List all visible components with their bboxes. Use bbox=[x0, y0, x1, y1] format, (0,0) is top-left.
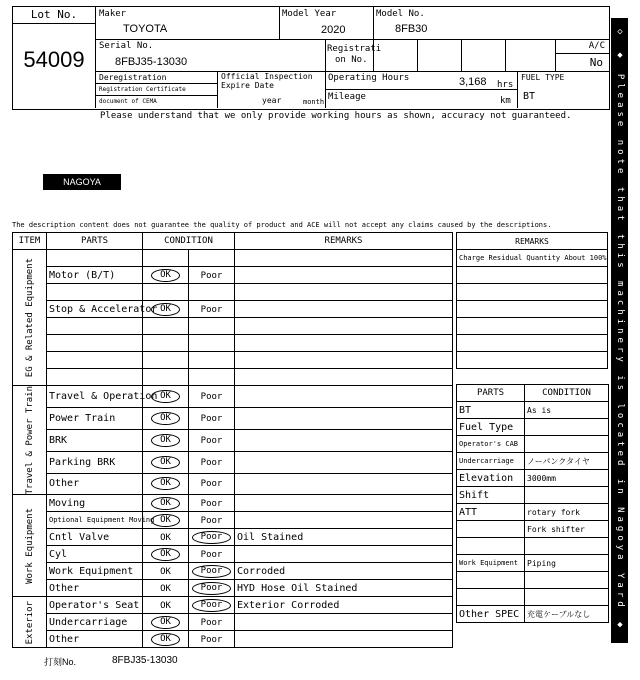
poor-cell bbox=[189, 284, 235, 301]
poor-marked: Poor bbox=[192, 599, 232, 612]
table-row bbox=[13, 369, 453, 386]
poor-cell bbox=[189, 386, 235, 408]
table-row bbox=[13, 597, 453, 614]
table-row bbox=[13, 284, 453, 301]
ok-cell bbox=[143, 495, 189, 512]
poor-cell bbox=[189, 563, 235, 580]
right-parts-header: PARTS bbox=[457, 385, 525, 402]
right-part-name: Undercarriage bbox=[457, 453, 525, 470]
right-part-condition: 3000mm bbox=[525, 470, 609, 487]
inspection-table bbox=[12, 232, 453, 648]
ok-marked: OK bbox=[151, 303, 180, 316]
right-parts-row bbox=[457, 470, 609, 487]
remark: Exterior Corroded bbox=[235, 597, 453, 614]
part-name bbox=[47, 318, 143, 335]
ac-label: A/C bbox=[555, 39, 609, 54]
registration-label-cell bbox=[325, 39, 382, 72]
ok-marked: OK bbox=[151, 548, 180, 561]
part-name: Undercarriage bbox=[47, 614, 143, 631]
right-parts-table bbox=[456, 384, 609, 623]
item-group-cell bbox=[13, 250, 47, 386]
ok-marked: OK bbox=[151, 412, 180, 425]
part-name: Cntl Valve bbox=[47, 529, 143, 546]
ok-option: OK bbox=[160, 566, 171, 577]
table-row bbox=[13, 267, 453, 284]
side-notice-text: ◇ ◆ Please note that this machinery is located in Nagoya Yard ◆ ◇ bbox=[598, 26, 625, 635]
ok-cell bbox=[143, 369, 189, 386]
mileage-unit: km bbox=[500, 96, 511, 106]
remark bbox=[235, 631, 453, 648]
fuel-value: BT bbox=[523, 91, 536, 102]
lot-box bbox=[13, 7, 96, 108]
right-parts-row bbox=[457, 538, 609, 555]
notice-text: Please understand that we only provide working hours as shown, accuracy not guaranteed. bbox=[100, 111, 572, 121]
right-remarks-blank-row bbox=[457, 352, 608, 369]
right-part-condition: Fork shifter bbox=[525, 521, 609, 538]
footer-value: 8FBJ35-13030 bbox=[112, 655, 178, 666]
poor-option: Poor bbox=[200, 270, 223, 281]
poor-option: Poor bbox=[200, 304, 223, 315]
poor-cell bbox=[189, 407, 235, 429]
remark bbox=[235, 318, 453, 335]
right-part-name: Work Equipment bbox=[457, 555, 525, 572]
parts-header: PARTS bbox=[47, 233, 143, 250]
poor-cell bbox=[189, 335, 235, 352]
part-name bbox=[47, 352, 143, 369]
right-parts-row bbox=[457, 606, 609, 623]
mileage-label: Mileage bbox=[328, 92, 366, 102]
right-remarks-table bbox=[456, 232, 608, 369]
part-name: Power Train bbox=[47, 407, 143, 429]
lot-label: Lot No. bbox=[13, 7, 95, 24]
ok-marked: OK bbox=[151, 633, 180, 646]
item-group-cell bbox=[13, 386, 47, 495]
registration-label-line2: on No. bbox=[335, 55, 368, 65]
poor-cell bbox=[189, 546, 235, 563]
table-row bbox=[13, 407, 453, 429]
inspection-label-line2: Expire Date bbox=[221, 81, 274, 90]
ok-cell bbox=[143, 631, 189, 648]
deregistration-divider-2 bbox=[95, 95, 217, 96]
remark bbox=[235, 267, 453, 284]
footer-label: 打刻No. bbox=[44, 657, 77, 667]
table-row bbox=[13, 631, 453, 648]
poor-cell bbox=[189, 529, 235, 546]
ok-cell bbox=[143, 335, 189, 352]
poor-option: Poor bbox=[200, 413, 223, 424]
table-row bbox=[13, 546, 453, 563]
right-part-name bbox=[457, 572, 525, 589]
model-year-label: Model Year bbox=[282, 9, 337, 19]
right-remarks-blank-row bbox=[457, 318, 608, 335]
right-parts-row bbox=[457, 436, 609, 453]
table-row bbox=[13, 512, 453, 529]
table-header-row bbox=[13, 233, 453, 250]
poor-cell bbox=[189, 614, 235, 631]
right-part-name: BT bbox=[457, 402, 525, 419]
part-name bbox=[47, 250, 143, 267]
item-group-label: Travel & Power Train bbox=[24, 386, 35, 495]
right-parts-row bbox=[457, 453, 609, 470]
remark bbox=[235, 250, 453, 267]
remark: Oil Stained bbox=[235, 529, 453, 546]
part-name bbox=[47, 284, 143, 301]
right-part-name: Fuel Type bbox=[457, 419, 525, 436]
deregistration-line2: Registration Certificate bbox=[99, 86, 186, 93]
right-part-name: ATT bbox=[457, 504, 525, 521]
remark bbox=[235, 301, 453, 318]
right-remarks-blank-row bbox=[457, 301, 608, 318]
right-part-name bbox=[457, 538, 525, 555]
poor-option: Poor bbox=[200, 617, 223, 628]
ac-value: No bbox=[589, 56, 603, 69]
right-parts-row bbox=[457, 487, 609, 504]
part-name: Other bbox=[47, 473, 143, 495]
poor-cell bbox=[189, 250, 235, 267]
poor-cell bbox=[189, 512, 235, 529]
fuel-cell bbox=[517, 71, 609, 108]
remark bbox=[235, 473, 453, 495]
right-part-condition bbox=[525, 538, 609, 555]
registration-box-2 bbox=[417, 39, 462, 72]
fuel-label: FUEL TYPE bbox=[521, 73, 565, 82]
remark bbox=[235, 335, 453, 352]
ok-cell bbox=[143, 250, 189, 267]
poor-cell bbox=[189, 369, 235, 386]
poor-option: Poor bbox=[200, 498, 223, 509]
ok-cell bbox=[143, 563, 189, 580]
part-name: Moving bbox=[47, 495, 143, 512]
model-no-cell bbox=[373, 7, 609, 40]
operating-cell bbox=[325, 71, 518, 108]
part-name: Motor (B/T) bbox=[47, 267, 143, 284]
right-part-name: Other SPEC bbox=[457, 606, 525, 623]
ok-cell bbox=[143, 580, 189, 597]
right-parts-row bbox=[457, 402, 609, 419]
model-no-value: 8FB30 bbox=[395, 23, 428, 35]
part-name: Other bbox=[47, 631, 143, 648]
poor-cell bbox=[189, 451, 235, 473]
inspection-label-line1: Official Inspection bbox=[221, 72, 313, 81]
remark: HYD Hose Oil Stained bbox=[235, 580, 453, 597]
item-header: ITEM bbox=[13, 233, 47, 250]
ok-option: OK bbox=[160, 600, 171, 611]
ok-marked: OK bbox=[151, 514, 180, 527]
ok-marked: OK bbox=[151, 616, 180, 629]
right-part-name bbox=[457, 521, 525, 538]
poor-cell bbox=[189, 495, 235, 512]
poor-option: Poor bbox=[200, 479, 223, 490]
right-part-condition: rotary fork bbox=[525, 504, 609, 521]
deregistration-line3: document of CEMA bbox=[99, 98, 157, 105]
poor-cell bbox=[189, 301, 235, 318]
right-remarks-blank-row bbox=[457, 284, 608, 301]
table-row bbox=[13, 529, 453, 546]
poor-option: Poor bbox=[200, 634, 223, 645]
model-year-cell bbox=[279, 7, 374, 40]
poor-option: Poor bbox=[200, 457, 223, 468]
ok-cell bbox=[143, 407, 189, 429]
poor-option: Poor bbox=[200, 435, 223, 446]
item-group-cell bbox=[13, 597, 47, 648]
maker-cell bbox=[95, 7, 280, 40]
deregistration-divider bbox=[95, 83, 217, 84]
maker-value: TOYOTA bbox=[123, 23, 168, 35]
ok-cell bbox=[143, 614, 189, 631]
registration-box-4 bbox=[505, 39, 556, 72]
right-part-condition: ノーパンクタイヤ bbox=[525, 453, 609, 470]
right-parts-row bbox=[457, 589, 609, 606]
remark: Corroded bbox=[235, 563, 453, 580]
right-remarks-blank-row bbox=[457, 335, 608, 352]
serial-cell bbox=[95, 39, 326, 72]
remark bbox=[235, 495, 453, 512]
inspection-year: year bbox=[262, 96, 282, 105]
poor-marked: Poor bbox=[192, 565, 232, 578]
poor-cell bbox=[189, 352, 235, 369]
ok-cell bbox=[143, 429, 189, 451]
ok-cell bbox=[143, 451, 189, 473]
ok-marked: OK bbox=[151, 434, 180, 447]
poor-marked: Poor bbox=[192, 582, 232, 595]
condition-header: CONDITION bbox=[143, 233, 235, 250]
table-row bbox=[13, 429, 453, 451]
table-row bbox=[13, 451, 453, 473]
right-remarks-line1: Charge Residual Quantity About 100% bbox=[457, 250, 608, 267]
part-name bbox=[47, 369, 143, 386]
part-name: BRK bbox=[47, 429, 143, 451]
ok-cell bbox=[143, 529, 189, 546]
right-part-name bbox=[457, 589, 525, 606]
inspection-month: month bbox=[303, 98, 325, 106]
part-name: Parking BRK bbox=[47, 451, 143, 473]
registration-label-line1: Registrati bbox=[327, 44, 382, 54]
right-part-condition bbox=[525, 436, 609, 453]
side-notice-bar bbox=[598, 18, 628, 643]
location-badge: NAGOYA bbox=[43, 174, 121, 190]
deregistration-label: Deregistration bbox=[99, 73, 167, 82]
registration-box-3 bbox=[461, 39, 506, 72]
operating-label: Operating Hours bbox=[328, 73, 410, 83]
part-name bbox=[47, 335, 143, 352]
right-part-condition bbox=[525, 589, 609, 606]
lot-number: 54009 bbox=[23, 47, 85, 72]
ok-cell bbox=[143, 352, 189, 369]
right-parts-row bbox=[457, 419, 609, 436]
right-parts-row bbox=[457, 572, 609, 589]
right-part-condition bbox=[525, 419, 609, 436]
ok-marked: OK bbox=[151, 456, 180, 469]
ok-marked: OK bbox=[151, 390, 180, 403]
table-row bbox=[13, 563, 453, 580]
right-part-condition bbox=[525, 487, 609, 504]
ok-cell bbox=[143, 284, 189, 301]
right-part-condition bbox=[525, 572, 609, 589]
item-group-label: EG & Related Equipment bbox=[24, 257, 35, 378]
remark bbox=[235, 512, 453, 529]
part-name: Optional Equipment Moving bbox=[47, 512, 143, 529]
remark bbox=[235, 614, 453, 631]
table-row bbox=[13, 473, 453, 495]
poor-marked: Poor bbox=[192, 531, 232, 544]
poor-cell bbox=[189, 473, 235, 495]
remark bbox=[235, 407, 453, 429]
inspection-cell bbox=[217, 71, 326, 108]
serial-value: 8FBJ35-13030 bbox=[115, 56, 188, 68]
table-row bbox=[13, 580, 453, 597]
disclaimer-text: The description content does not guarantee the quality of product and ACE will not accept any claims caused by the descriptions. bbox=[12, 221, 552, 229]
poor-option: Poor bbox=[200, 549, 223, 560]
operating-divider bbox=[325, 89, 517, 90]
right-part-condition: Piping bbox=[525, 555, 609, 572]
right-part-condition: 充電ケーブルなし bbox=[525, 606, 609, 623]
right-parts-row bbox=[457, 555, 609, 572]
table-row bbox=[13, 250, 453, 267]
table-row bbox=[13, 335, 453, 352]
poor-cell bbox=[189, 597, 235, 614]
remark bbox=[235, 369, 453, 386]
poor-option: Poor bbox=[200, 391, 223, 402]
poor-cell bbox=[189, 318, 235, 335]
right-parts-row bbox=[457, 521, 609, 538]
poor-option: Poor bbox=[200, 515, 223, 526]
poor-cell bbox=[189, 429, 235, 451]
model-year-value: 2020 bbox=[321, 24, 346, 36]
table-row bbox=[13, 495, 453, 512]
model-no-label: Model No. bbox=[376, 9, 425, 19]
right-remarks-blank-row bbox=[457, 267, 608, 284]
ok-marked: OK bbox=[151, 269, 180, 282]
remarks-header: REMARKS bbox=[235, 233, 453, 250]
item-group-cell bbox=[13, 495, 47, 597]
part-name: Operator's Seat bbox=[47, 597, 143, 614]
registration-box-1 bbox=[373, 39, 418, 72]
table-row bbox=[13, 352, 453, 369]
poor-cell bbox=[189, 631, 235, 648]
serial-label: Serial No. bbox=[99, 41, 154, 51]
ok-cell bbox=[143, 473, 189, 495]
ac-cell bbox=[555, 39, 609, 72]
ok-option: OK bbox=[160, 532, 171, 543]
table-row bbox=[13, 614, 453, 631]
remark bbox=[235, 352, 453, 369]
remark bbox=[235, 284, 453, 301]
ok-cell bbox=[143, 267, 189, 284]
table-row bbox=[13, 301, 453, 318]
poor-cell bbox=[189, 267, 235, 284]
ok-option: OK bbox=[160, 583, 171, 594]
table-row bbox=[13, 386, 453, 408]
part-name: Stop & Accelerator bbox=[47, 301, 143, 318]
right-part-condition: As is bbox=[525, 402, 609, 419]
remark bbox=[235, 386, 453, 408]
right-parts-row bbox=[457, 504, 609, 521]
ok-marked: OK bbox=[151, 497, 180, 510]
operating-unit: hrs bbox=[497, 80, 514, 90]
deregistration-cell bbox=[95, 71, 218, 108]
right-remarks-header: REMARKS bbox=[457, 233, 608, 250]
part-name: Work Equipment bbox=[47, 563, 143, 580]
right-condition-header: CONDITION bbox=[525, 385, 609, 402]
right-part-name: Elevation bbox=[457, 470, 525, 487]
part-name: Cyl bbox=[47, 546, 143, 563]
remark bbox=[235, 429, 453, 451]
ok-cell bbox=[143, 597, 189, 614]
part-name: Travel & Operation bbox=[47, 386, 143, 408]
header-block bbox=[12, 6, 610, 110]
right-part-name: Shift bbox=[457, 487, 525, 504]
ok-cell bbox=[143, 318, 189, 335]
operating-value: 3,168 bbox=[459, 76, 487, 88]
poor-cell bbox=[189, 580, 235, 597]
maker-label: Maker bbox=[99, 9, 127, 19]
remark bbox=[235, 546, 453, 563]
right-part-name: Operator's CAB bbox=[457, 436, 525, 453]
part-name: Other bbox=[47, 580, 143, 597]
item-group-label: Work Equipment bbox=[24, 507, 35, 584]
ok-marked: OK bbox=[151, 477, 180, 490]
item-group-label: Exterior bbox=[24, 600, 35, 645]
table-row bbox=[13, 318, 453, 335]
remark bbox=[235, 451, 453, 473]
ok-cell bbox=[143, 546, 189, 563]
